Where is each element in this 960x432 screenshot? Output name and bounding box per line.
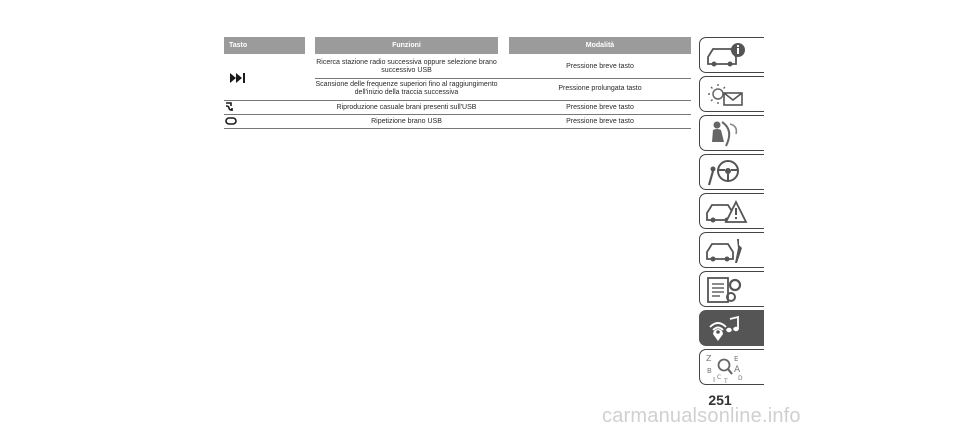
page-number: 251 [708,392,732,408]
svg-text:C: C [717,374,722,381]
tab-multimedia[interactable] [699,310,764,346]
header-tasto: Tasto [224,37,305,54]
safety-icon [704,118,748,148]
table-row-mode: Pressione breve tasto [566,118,634,125]
table-row-function: Scansione delle frequenze superiori fino al raggiungimento dell'inizio della traccia successiva [315,81,498,96]
car-info-icon [704,40,748,70]
svg-text:D: D [738,375,743,382]
row-divider [224,128,691,129]
table-row-mode: Pressione prolungata tasto [558,85,642,92]
table-row-function: Ricerca stazione radio successiva oppure selezione brano successivo USB [316,59,497,74]
technical-data-icon [704,274,748,304]
emergency-icon [704,196,748,226]
warning-lights-icon [704,79,748,109]
svg-text:A: A [734,365,741,375]
tab-emergency[interactable] [699,193,764,229]
multimedia-icon [704,313,748,343]
maintenance-icon [704,235,748,265]
tab-index[interactable] [699,349,764,385]
table-header [224,37,691,54]
shuffle-icon [225,102,234,112]
tab-starting-driving[interactable] [699,154,764,190]
repeat-icon [225,117,237,125]
svg-text:B: B [707,367,712,375]
steering-wheel-icon [704,157,748,187]
tab-maintenance[interactable] [699,232,764,268]
function-table [224,37,691,125]
svg-text:I: I [713,376,716,384]
table-row-function: Ripetizione brano USB [371,118,442,125]
row-divider [224,114,691,115]
table-row-function: Riproduzione casuale brani presenti sull'USB [336,104,477,111]
svg-text:E: E [734,355,739,363]
table-row-mode: Pressione breve tasto [566,104,634,111]
index-icon [704,352,748,384]
row-divider [315,78,691,79]
skip-next-icon [230,73,248,83]
tab-technical-data[interactable] [699,271,764,307]
tab-safety[interactable] [699,115,764,151]
svg-text:Z: Z [706,354,712,363]
watermark: carmanualsonline.info [602,405,801,427]
tab-car-info[interactable] [699,37,764,73]
svg-text:T: T [724,378,728,384]
tab-warning-lights[interactable] [699,76,764,112]
table-row-mode: Pressione breve tasto [566,63,634,70]
header-funzioni: Funzioni [315,37,498,54]
header-modalita: Modalità [509,37,691,54]
row-divider [224,100,691,101]
